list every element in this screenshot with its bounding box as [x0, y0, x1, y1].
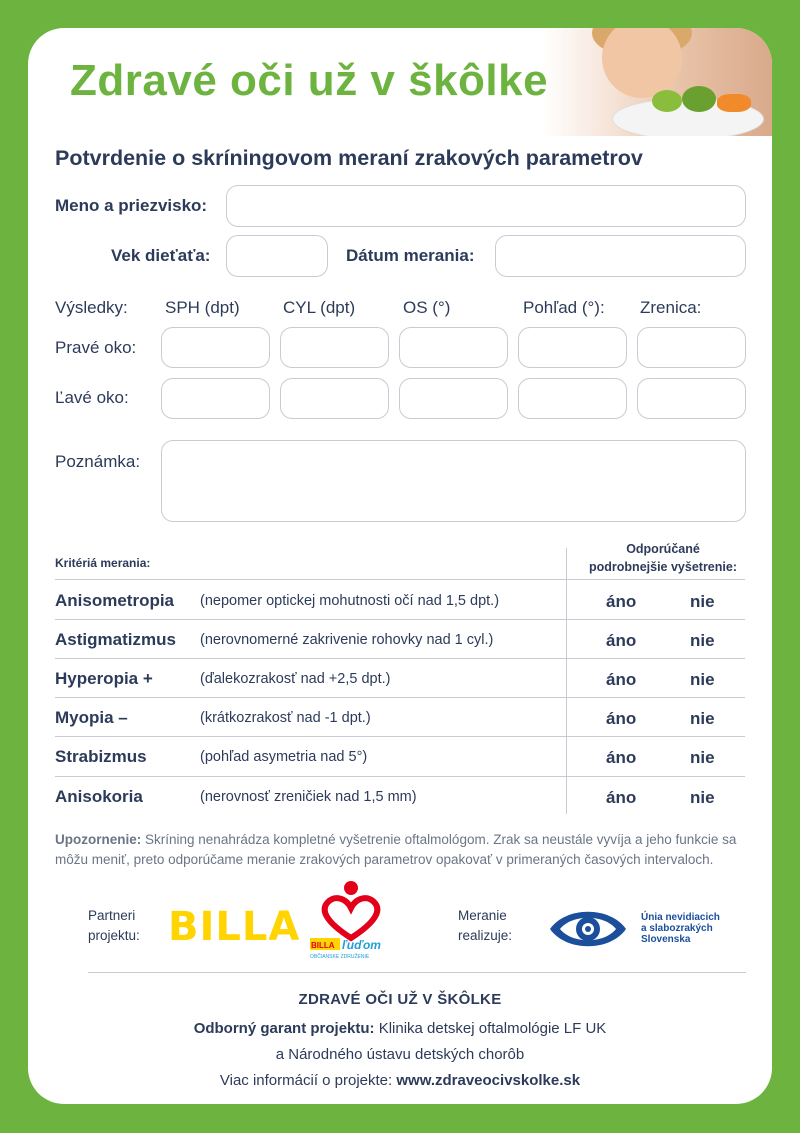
- row-desc-hyperopia: (ďalekozrakosť nad +2,5 dpt.): [200, 671, 391, 687]
- right-pupil-field[interactable]: [637, 327, 746, 368]
- row-divider: [55, 736, 745, 737]
- row-desc-anisokoria: (nerovnosť zreničiek nad 1,5 mm): [200, 789, 417, 805]
- name-field[interactable]: [226, 185, 746, 227]
- row-name-myopia: Myopia –: [55, 708, 128, 727]
- row-name-anisokoria: Anisokoria: [55, 787, 143, 806]
- age-field[interactable]: [226, 235, 328, 277]
- row-desc-astigmatizmus: (nerovnomerné zakrivenie rohovky nad 1 cyl.): [200, 632, 494, 648]
- left-os-field[interactable]: [399, 378, 508, 419]
- row-desc-anisometropia: (nepomer optickej mohutnosti očí nad 1,5 dpt.): [200, 593, 500, 609]
- yes-option-anisometropia[interactable]: áno: [606, 592, 637, 611]
- right-eye-label: Pravé oko:: [55, 338, 137, 357]
- row-name-astigmatizmus: Astigmatizmus: [55, 630, 176, 649]
- date-label: Dátum merania:: [346, 246, 475, 265]
- right-sph-field[interactable]: [161, 327, 270, 368]
- criteria-header: Kritériá merania:: [55, 556, 151, 570]
- note-label: Poznámka:: [55, 452, 141, 471]
- no-option-anisometropia[interactable]: nie: [690, 592, 715, 611]
- date-field[interactable]: [495, 235, 746, 277]
- no-option-myopia[interactable]: nie: [690, 709, 715, 728]
- row-desc-strabizmus: (pohľad asymetria nad 5°): [200, 749, 368, 765]
- no-option-astigmatizmus[interactable]: nie: [690, 631, 715, 650]
- partners-label: Partneri projektu:: [88, 908, 140, 943]
- warning-label: Upozornenie:: [55, 832, 142, 847]
- yes-option-anisokoria[interactable]: áno: [606, 788, 637, 807]
- unia-logo-text: Únia nevidiacich a slabozrakých Slovenska: [641, 912, 720, 945]
- left-gaze-field[interactable]: [518, 378, 627, 419]
- no-option-anisokoria[interactable]: nie: [690, 788, 715, 807]
- note-field[interactable]: [161, 440, 746, 522]
- billa-logo: BILLA: [168, 904, 301, 950]
- yes-option-astigmatizmus[interactable]: áno: [606, 631, 637, 650]
- row-desc-myopia: (krátkozrakosť nad -1 dpt.): [200, 710, 371, 726]
- table-divider: [566, 548, 567, 814]
- svg-text:ľuďom: ľuďom: [342, 938, 381, 952]
- col-cyl: CYL (dpt): [283, 298, 356, 317]
- meranie-label: Meranie realizuje:: [458, 908, 513, 943]
- col-pupil: Zrenica:: [640, 298, 702, 317]
- page-title: Zdravé oči už v škôlke: [70, 56, 549, 105]
- yes-option-hyperopia[interactable]: áno: [606, 670, 637, 689]
- warning-text: Skríning nenahrádza kompletné vyšetrenie oftalmológom. Zrak sa neustále vyvíja a jeho funkcie sa môžu meniť, preto odporúčame meranie zrakových parametrov opakovať v primeraných časových intervaloch.: [55, 832, 737, 867]
- row-name-strabizmus: Strabizmus: [55, 747, 147, 766]
- yes-option-myopia[interactable]: áno: [606, 709, 637, 728]
- row-divider: [55, 579, 745, 580]
- yes-option-strabizmus[interactable]: áno: [606, 748, 637, 767]
- footer-divider: [88, 972, 746, 973]
- svg-text:BILLA: BILLA: [311, 941, 335, 950]
- right-cyl-field[interactable]: [280, 327, 389, 368]
- warning-note: [55, 830, 755, 870]
- col-os: OS (°): [403, 298, 451, 317]
- row-divider: [55, 619, 745, 620]
- left-pupil-field[interactable]: [637, 378, 746, 419]
- footer-garant-line2: a Národného ústavu detských chorôb: [275, 1046, 525, 1063]
- col-gaze: Pohľad (°):: [523, 298, 605, 317]
- age-label: Vek dieťaťa:: [111, 246, 211, 265]
- header-photo: [542, 28, 772, 136]
- row-name-hyperopia: Hyperopia +: [55, 669, 153, 688]
- recommend-header: Odporúčané podrobnejšie vyšetrenie:: [589, 542, 737, 574]
- row-divider: [55, 658, 745, 659]
- no-option-hyperopia[interactable]: nie: [690, 670, 715, 689]
- left-cyl-field[interactable]: [280, 378, 389, 419]
- eye-icon: [548, 902, 628, 956]
- website-link[interactable]: www.zdraveocivskolke.sk: [396, 1072, 581, 1089]
- footer-title: ZDRAVÉ OČI UŽ V ŠKÔLKE: [298, 991, 502, 1008]
- right-gaze-field[interactable]: [518, 327, 627, 368]
- left-eye-label: Ľavé oko:: [55, 388, 129, 407]
- results-label: Výsledky:: [55, 298, 128, 317]
- row-divider: [55, 697, 745, 698]
- footer-info: Viac informácií o projekte: www.zdraveocivskolke.sk: [219, 1072, 581, 1089]
- name-label: Meno a priezvisko:: [55, 196, 208, 215]
- billa-ludom-logo: [306, 880, 396, 960]
- certificate-card: [28, 28, 772, 1104]
- form-subtitle: Potvrdenie o skríningovom meraní zrakových parametrov: [55, 146, 643, 170]
- no-option-strabizmus[interactable]: nie: [690, 748, 715, 767]
- right-os-field[interactable]: [399, 327, 508, 368]
- row-name-anisometropia: Anisometropia: [55, 591, 175, 610]
- row-divider: [55, 776, 745, 777]
- col-sph: SPH (dpt): [165, 298, 240, 317]
- svg-text:OBČIANSKE ZDRUŽENIE: OBČIANSKE ZDRUŽENIE: [310, 954, 370, 960]
- left-sph-field[interactable]: [161, 378, 270, 419]
- footer-garant: Odborný garant projektu: Klinika detskej oftalmológie LF UK: [193, 1020, 607, 1037]
